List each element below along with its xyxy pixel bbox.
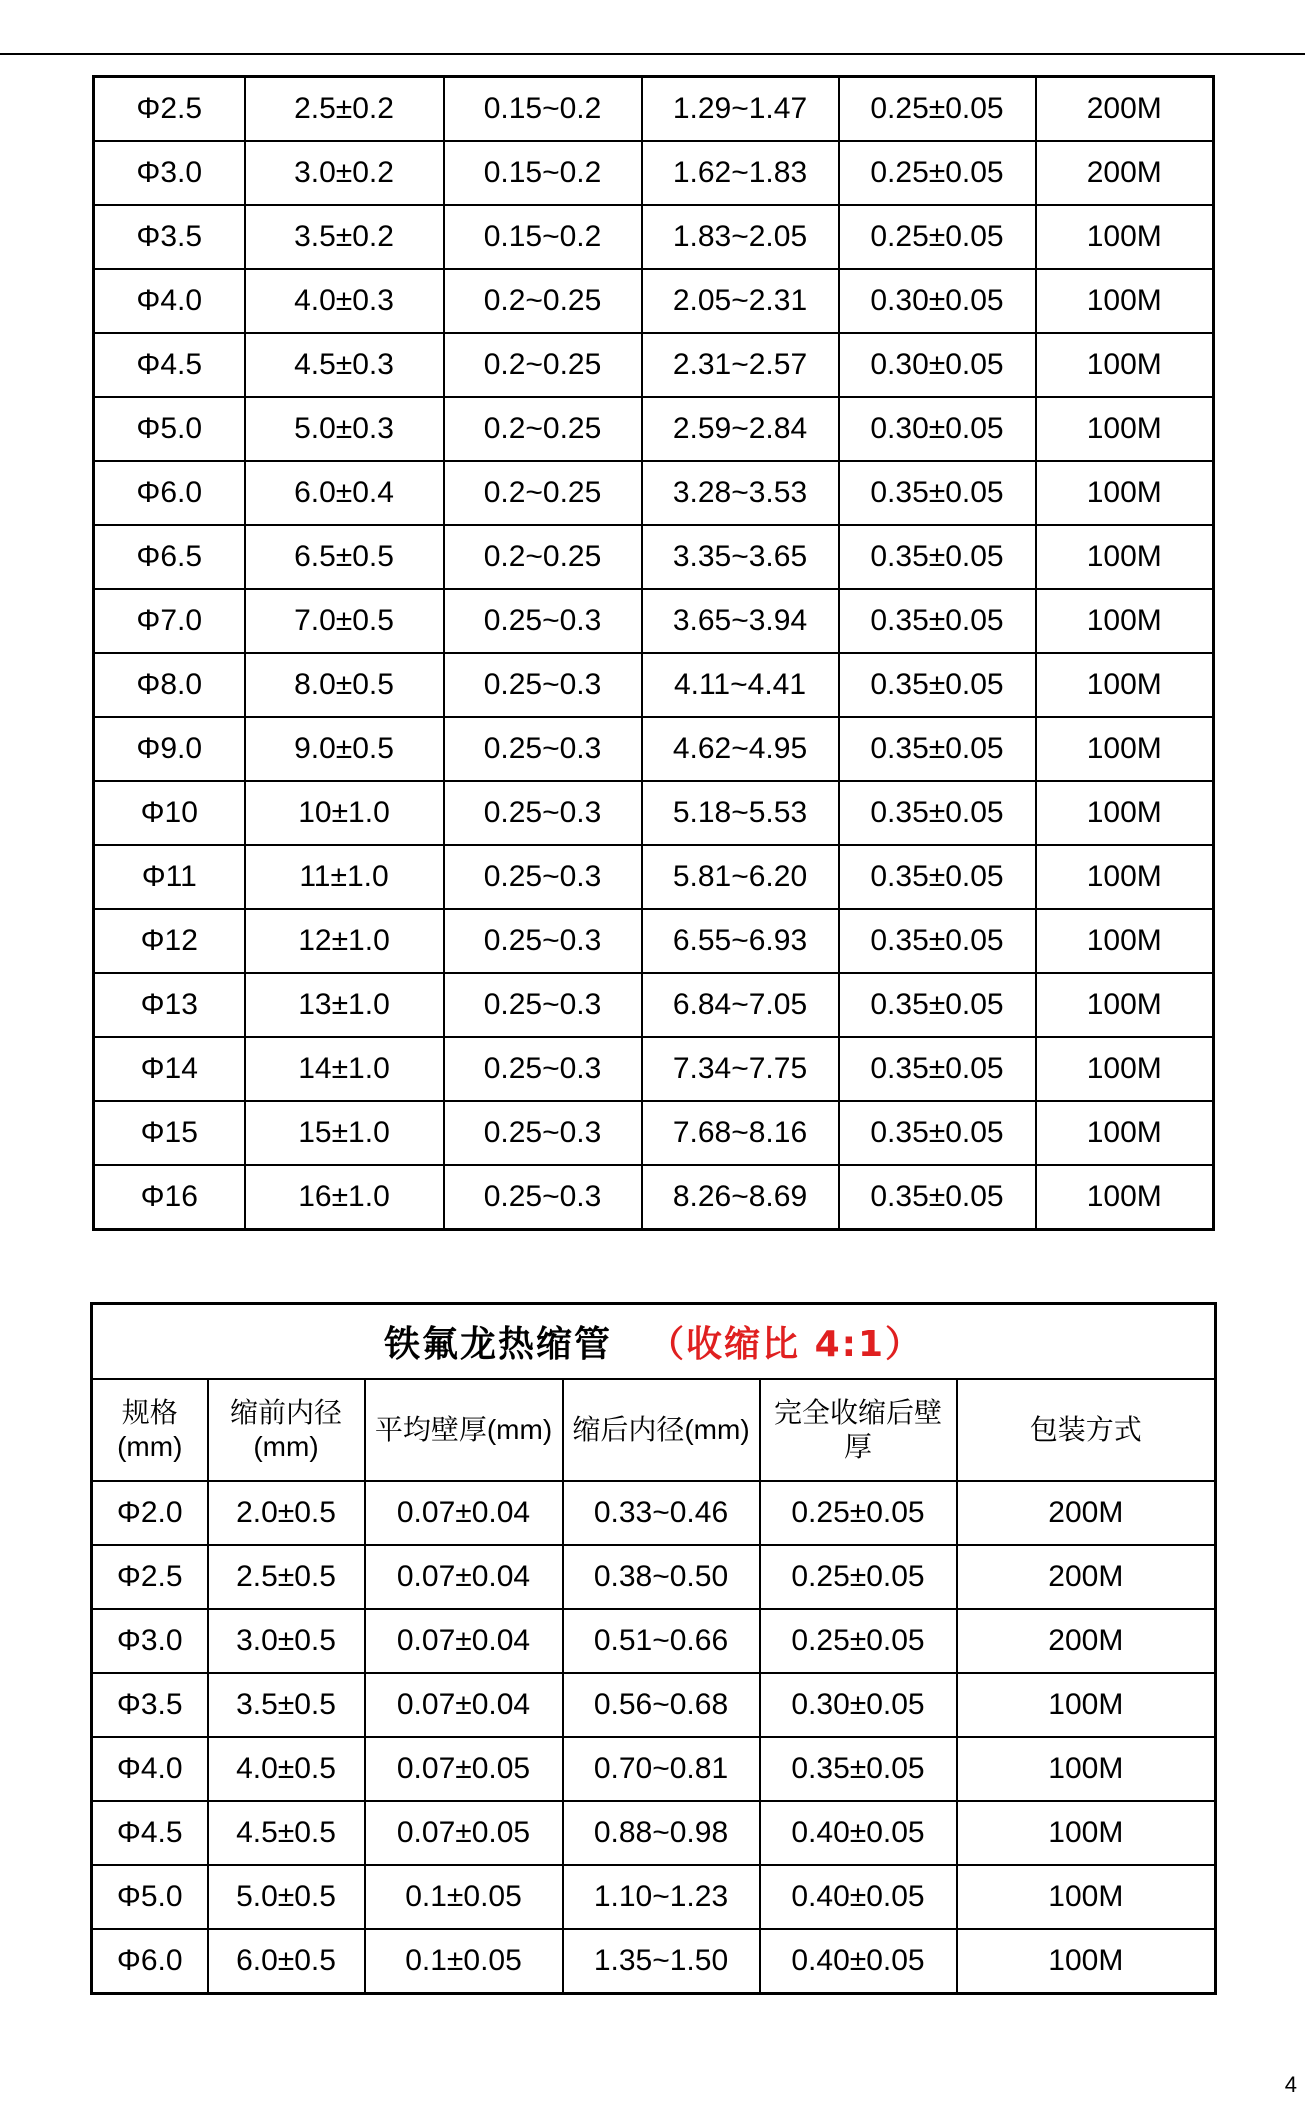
- table-row: [94, 141, 1214, 205]
- table-cell: 0.25~0.3: [444, 589, 642, 653]
- table-cell: 0.40±0.05: [760, 1865, 957, 1929]
- table-cell: 0.30±0.05: [839, 397, 1036, 461]
- table-cell: 0.35±0.05: [760, 1737, 957, 1801]
- table-cell: Φ9.0: [94, 717, 245, 781]
- header-wall-after: 完全收缩后壁厚: [760, 1379, 957, 1481]
- table-row: [94, 525, 1214, 589]
- table-cell: 100M: [1036, 205, 1214, 269]
- table-cell: Φ10: [94, 781, 245, 845]
- teflon-table-body: [92, 1481, 1216, 1994]
- table-cell: 0.35±0.05: [839, 973, 1036, 1037]
- table-row: [94, 973, 1214, 1037]
- teflon-shrink-tube-table: [90, 1302, 1217, 1995]
- table-cell: 3.65~3.94: [642, 589, 839, 653]
- table-cell: Φ13: [94, 973, 245, 1037]
- table-cell: 3.28~3.53: [642, 461, 839, 525]
- table-row: [94, 717, 1214, 781]
- table-cell: 200M: [957, 1609, 1216, 1673]
- table-cell: 2.0±0.5: [208, 1481, 365, 1545]
- table-cell: Φ6.0: [92, 1929, 208, 1994]
- table-cell: 100M: [1036, 973, 1214, 1037]
- table-cell: 0.35±0.05: [839, 461, 1036, 525]
- table-cell: 100M: [1036, 909, 1214, 973]
- table-cell: 0.51~0.66: [563, 1609, 760, 1673]
- table-cell: 5.81~6.20: [642, 845, 839, 909]
- header-rule: [0, 53, 1305, 55]
- table-cell: 4.5±0.3: [245, 333, 444, 397]
- table-cell: 200M: [1036, 141, 1214, 205]
- table-cell: 4.11~4.41: [642, 653, 839, 717]
- table-cell: 100M: [1036, 845, 1214, 909]
- table-cell: Φ12: [94, 909, 245, 973]
- table-cell: Φ4.5: [92, 1801, 208, 1865]
- table-row: [92, 1673, 1216, 1737]
- table-cell: 0.30±0.05: [839, 333, 1036, 397]
- table-cell: 0.25±0.05: [839, 205, 1036, 269]
- table-cell: 100M: [1036, 589, 1214, 653]
- table-cell: Φ4.0: [94, 269, 245, 333]
- table-cell: Φ5.0: [94, 397, 245, 461]
- table-cell: 0.07±0.04: [365, 1545, 563, 1609]
- table-title: [92, 1304, 1216, 1380]
- table-cell: Φ11: [94, 845, 245, 909]
- table-title-main: 铁氟龙热缩管: [384, 1323, 613, 1365]
- table-row: [92, 1865, 1216, 1929]
- table-cell: 100M: [1036, 397, 1214, 461]
- table-cell: 2.59~2.84: [642, 397, 839, 461]
- table-row: [92, 1481, 1216, 1545]
- table-cell: 12±1.0: [245, 909, 444, 973]
- table-cell: 1.35~1.50: [563, 1929, 760, 1994]
- header-packaging: 包装方式: [957, 1379, 1216, 1481]
- table-row: [94, 909, 1214, 973]
- table-cell: 0.25~0.3: [444, 1101, 642, 1165]
- table-cell: 200M: [957, 1481, 1216, 1545]
- table-cell: 0.25~0.3: [444, 1037, 642, 1101]
- table-cell: 3.0±0.5: [208, 1609, 365, 1673]
- table-cell: Φ2.5: [92, 1545, 208, 1609]
- table-row: [92, 1737, 1216, 1801]
- header-id-before: 缩前内径(mm): [208, 1379, 365, 1481]
- table-cell: 0.07±0.04: [365, 1609, 563, 1673]
- table-row: [94, 1101, 1214, 1165]
- table-cell: 3.35~3.65: [642, 525, 839, 589]
- table-cell: 0.35±0.05: [839, 525, 1036, 589]
- table-cell: 16±1.0: [245, 1165, 444, 1230]
- table-cell: 0.25~0.3: [444, 717, 642, 781]
- table-cell: 0.35±0.05: [839, 653, 1036, 717]
- table-cell: Φ8.0: [94, 653, 245, 717]
- table-row: [94, 781, 1214, 845]
- table-row: [94, 77, 1214, 142]
- shrink-ratio-label: （收缩比 4:1）: [648, 1324, 924, 1365]
- header-spec: 规格(mm): [92, 1379, 208, 1481]
- table-cell: 7.34~7.75: [642, 1037, 839, 1101]
- table-cell: 3.5±0.5: [208, 1673, 365, 1737]
- table-cell: 0.88~0.98: [563, 1801, 760, 1865]
- table-cell: 2.5±0.5: [208, 1545, 365, 1609]
- table-cell: 11±1.0: [245, 845, 444, 909]
- table-cell: 100M: [1036, 781, 1214, 845]
- table-cell: Φ2.0: [92, 1481, 208, 1545]
- table-cell: 4.62~4.95: [642, 717, 839, 781]
- table-cell: 5.0±0.3: [245, 397, 444, 461]
- table-cell: Φ6.5: [94, 525, 245, 589]
- table-cell: 14±1.0: [245, 1037, 444, 1101]
- table-cell: 0.25~0.3: [444, 909, 642, 973]
- table-cell: 0.25~0.3: [444, 781, 642, 845]
- table-cell: 3.5±0.2: [245, 205, 444, 269]
- table-cell: 0.35±0.05: [839, 717, 1036, 781]
- table-cell: 0.07±0.04: [365, 1481, 563, 1545]
- table-cell: 5.18~5.53: [642, 781, 839, 845]
- table-cell: Φ3.5: [94, 205, 245, 269]
- table-row: [94, 205, 1214, 269]
- table-cell: 15±1.0: [245, 1101, 444, 1165]
- table-cell: Φ4.0: [92, 1737, 208, 1801]
- table-header-row: [92, 1379, 1216, 1481]
- table-cell: 0.35±0.05: [839, 909, 1036, 973]
- table-cell: Φ15: [94, 1101, 245, 1165]
- page-number: 4: [1284, 2072, 1297, 2097]
- table-cell: 6.0±0.4: [245, 461, 444, 525]
- table-cell: 0.25~0.3: [444, 1165, 642, 1230]
- table-cell: 0.07±0.05: [365, 1737, 563, 1801]
- table-cell: 4.0±0.5: [208, 1737, 365, 1801]
- table-cell: 100M: [1036, 1165, 1214, 1230]
- table-cell: 0.35±0.05: [839, 845, 1036, 909]
- table-cell: 8.0±0.5: [245, 653, 444, 717]
- table-cell: 0.25~0.3: [444, 845, 642, 909]
- table-cell: 8.26~8.69: [642, 1165, 839, 1230]
- table-cell: 13±1.0: [245, 973, 444, 1037]
- table-cell: 0.70~0.81: [563, 1737, 760, 1801]
- spec-table-body: [94, 77, 1214, 1230]
- table-cell: 0.35±0.05: [839, 1037, 1036, 1101]
- table-cell: 4.5±0.5: [208, 1801, 365, 1865]
- table-cell: Φ6.0: [94, 461, 245, 525]
- table-cell: 0.40±0.05: [760, 1929, 957, 1994]
- table-cell: 6.55~6.93: [642, 909, 839, 973]
- table-cell: 100M: [1036, 461, 1214, 525]
- table-cell: 100M: [1036, 525, 1214, 589]
- table-cell: 200M: [957, 1545, 1216, 1609]
- table-row: [94, 1037, 1214, 1101]
- table-cell: 0.15~0.2: [444, 141, 642, 205]
- table-cell: 1.29~1.47: [642, 77, 839, 142]
- table-row: [94, 845, 1214, 909]
- table-cell: Φ3.0: [94, 141, 245, 205]
- table-row: [94, 653, 1214, 717]
- table-row: [94, 589, 1214, 653]
- table-cell: 0.35±0.05: [839, 589, 1036, 653]
- table-cell: 2.5±0.2: [245, 77, 444, 142]
- table-cell: 0.25~0.3: [444, 653, 642, 717]
- table-cell: 0.15~0.2: [444, 205, 642, 269]
- table-cell: Φ16: [94, 1165, 245, 1230]
- table-cell: 10±1.0: [245, 781, 444, 845]
- table-row: [94, 397, 1214, 461]
- table-cell: 0.07±0.04: [365, 1673, 563, 1737]
- table-cell: 6.84~7.05: [642, 973, 839, 1037]
- table-cell: 0.2~0.25: [444, 397, 642, 461]
- table-cell: 0.15~0.2: [444, 77, 642, 142]
- table-cell: 0.2~0.25: [444, 461, 642, 525]
- table-row: [92, 1801, 1216, 1865]
- table-cell: 4.0±0.3: [245, 269, 444, 333]
- table-row: [92, 1609, 1216, 1673]
- table-cell: 100M: [1036, 717, 1214, 781]
- table-cell: 0.1±0.05: [365, 1865, 563, 1929]
- table-cell: 0.56~0.68: [563, 1673, 760, 1737]
- table-cell: 0.07±0.05: [365, 1801, 563, 1865]
- table-cell: 1.62~1.83: [642, 141, 839, 205]
- table-cell: 1.10~1.23: [563, 1865, 760, 1929]
- table-cell: 0.25±0.05: [839, 141, 1036, 205]
- table-cell: 0.30±0.05: [839, 269, 1036, 333]
- table-cell: 7.68~8.16: [642, 1101, 839, 1165]
- table-cell: 0.33~0.46: [563, 1481, 760, 1545]
- table-cell: 6.5±0.5: [245, 525, 444, 589]
- header-avg-wall: 平均壁厚(mm): [365, 1379, 563, 1481]
- table-cell: 100M: [1036, 333, 1214, 397]
- table-cell: 0.25~0.3: [444, 973, 642, 1037]
- table-cell: Φ3.0: [92, 1609, 208, 1673]
- table-cell: Φ5.0: [92, 1865, 208, 1929]
- table-cell: 0.25±0.05: [760, 1481, 957, 1545]
- header-id-after: 缩后内径(mm): [563, 1379, 760, 1481]
- table-cell: 100M: [957, 1673, 1216, 1737]
- table-cell: 0.35±0.05: [839, 781, 1036, 845]
- table-cell: 0.25±0.05: [839, 77, 1036, 142]
- table-cell: 3.0±0.2: [245, 141, 444, 205]
- table-cell: 0.35±0.05: [839, 1165, 1036, 1230]
- table-cell: Φ3.5: [92, 1673, 208, 1737]
- table-cell: 100M: [957, 1865, 1216, 1929]
- table-cell: 0.2~0.25: [444, 525, 642, 589]
- table-row: [94, 269, 1214, 333]
- table-cell: 100M: [1036, 269, 1214, 333]
- table-cell: 2.05~2.31: [642, 269, 839, 333]
- table-cell: 0.1±0.05: [365, 1929, 563, 1994]
- spec-table-continued: [92, 75, 1215, 1231]
- table-cell: 0.25±0.05: [760, 1545, 957, 1609]
- table-cell: 0.35±0.05: [839, 1101, 1036, 1165]
- table-cell: 5.0±0.5: [208, 1865, 365, 1929]
- table-cell: 0.25±0.05: [760, 1609, 957, 1673]
- table-cell: 100M: [957, 1737, 1216, 1801]
- table-cell: 100M: [1036, 1037, 1214, 1101]
- table-title-row: [92, 1304, 1216, 1380]
- table-cell: Φ2.5: [94, 77, 245, 142]
- table-row: [92, 1929, 1216, 1994]
- table-cell: 0.38~0.50: [563, 1545, 760, 1609]
- table-cell: Φ7.0: [94, 589, 245, 653]
- table-cell: 100M: [957, 1929, 1216, 1994]
- table-cell: 100M: [1036, 1101, 1214, 1165]
- table-cell: Φ14: [94, 1037, 245, 1101]
- table-cell: 7.0±0.5: [245, 589, 444, 653]
- table-cell: 9.0±0.5: [245, 717, 444, 781]
- table-row: [94, 461, 1214, 525]
- table-cell: 0.2~0.25: [444, 269, 642, 333]
- table-cell: 100M: [1036, 653, 1214, 717]
- table-cell: 1.83~2.05: [642, 205, 839, 269]
- table-cell: 2.31~2.57: [642, 333, 839, 397]
- table-cell: Φ4.5: [94, 333, 245, 397]
- table-row: [92, 1545, 1216, 1609]
- table-cell: 6.0±0.5: [208, 1929, 365, 1994]
- table-cell: 100M: [957, 1801, 1216, 1865]
- table-cell: 0.40±0.05: [760, 1801, 957, 1865]
- table-row: [94, 1165, 1214, 1230]
- table-row: [94, 333, 1214, 397]
- table-cell: 200M: [1036, 77, 1214, 142]
- table-cell: 0.2~0.25: [444, 333, 642, 397]
- table-cell: 0.30±0.05: [760, 1673, 957, 1737]
